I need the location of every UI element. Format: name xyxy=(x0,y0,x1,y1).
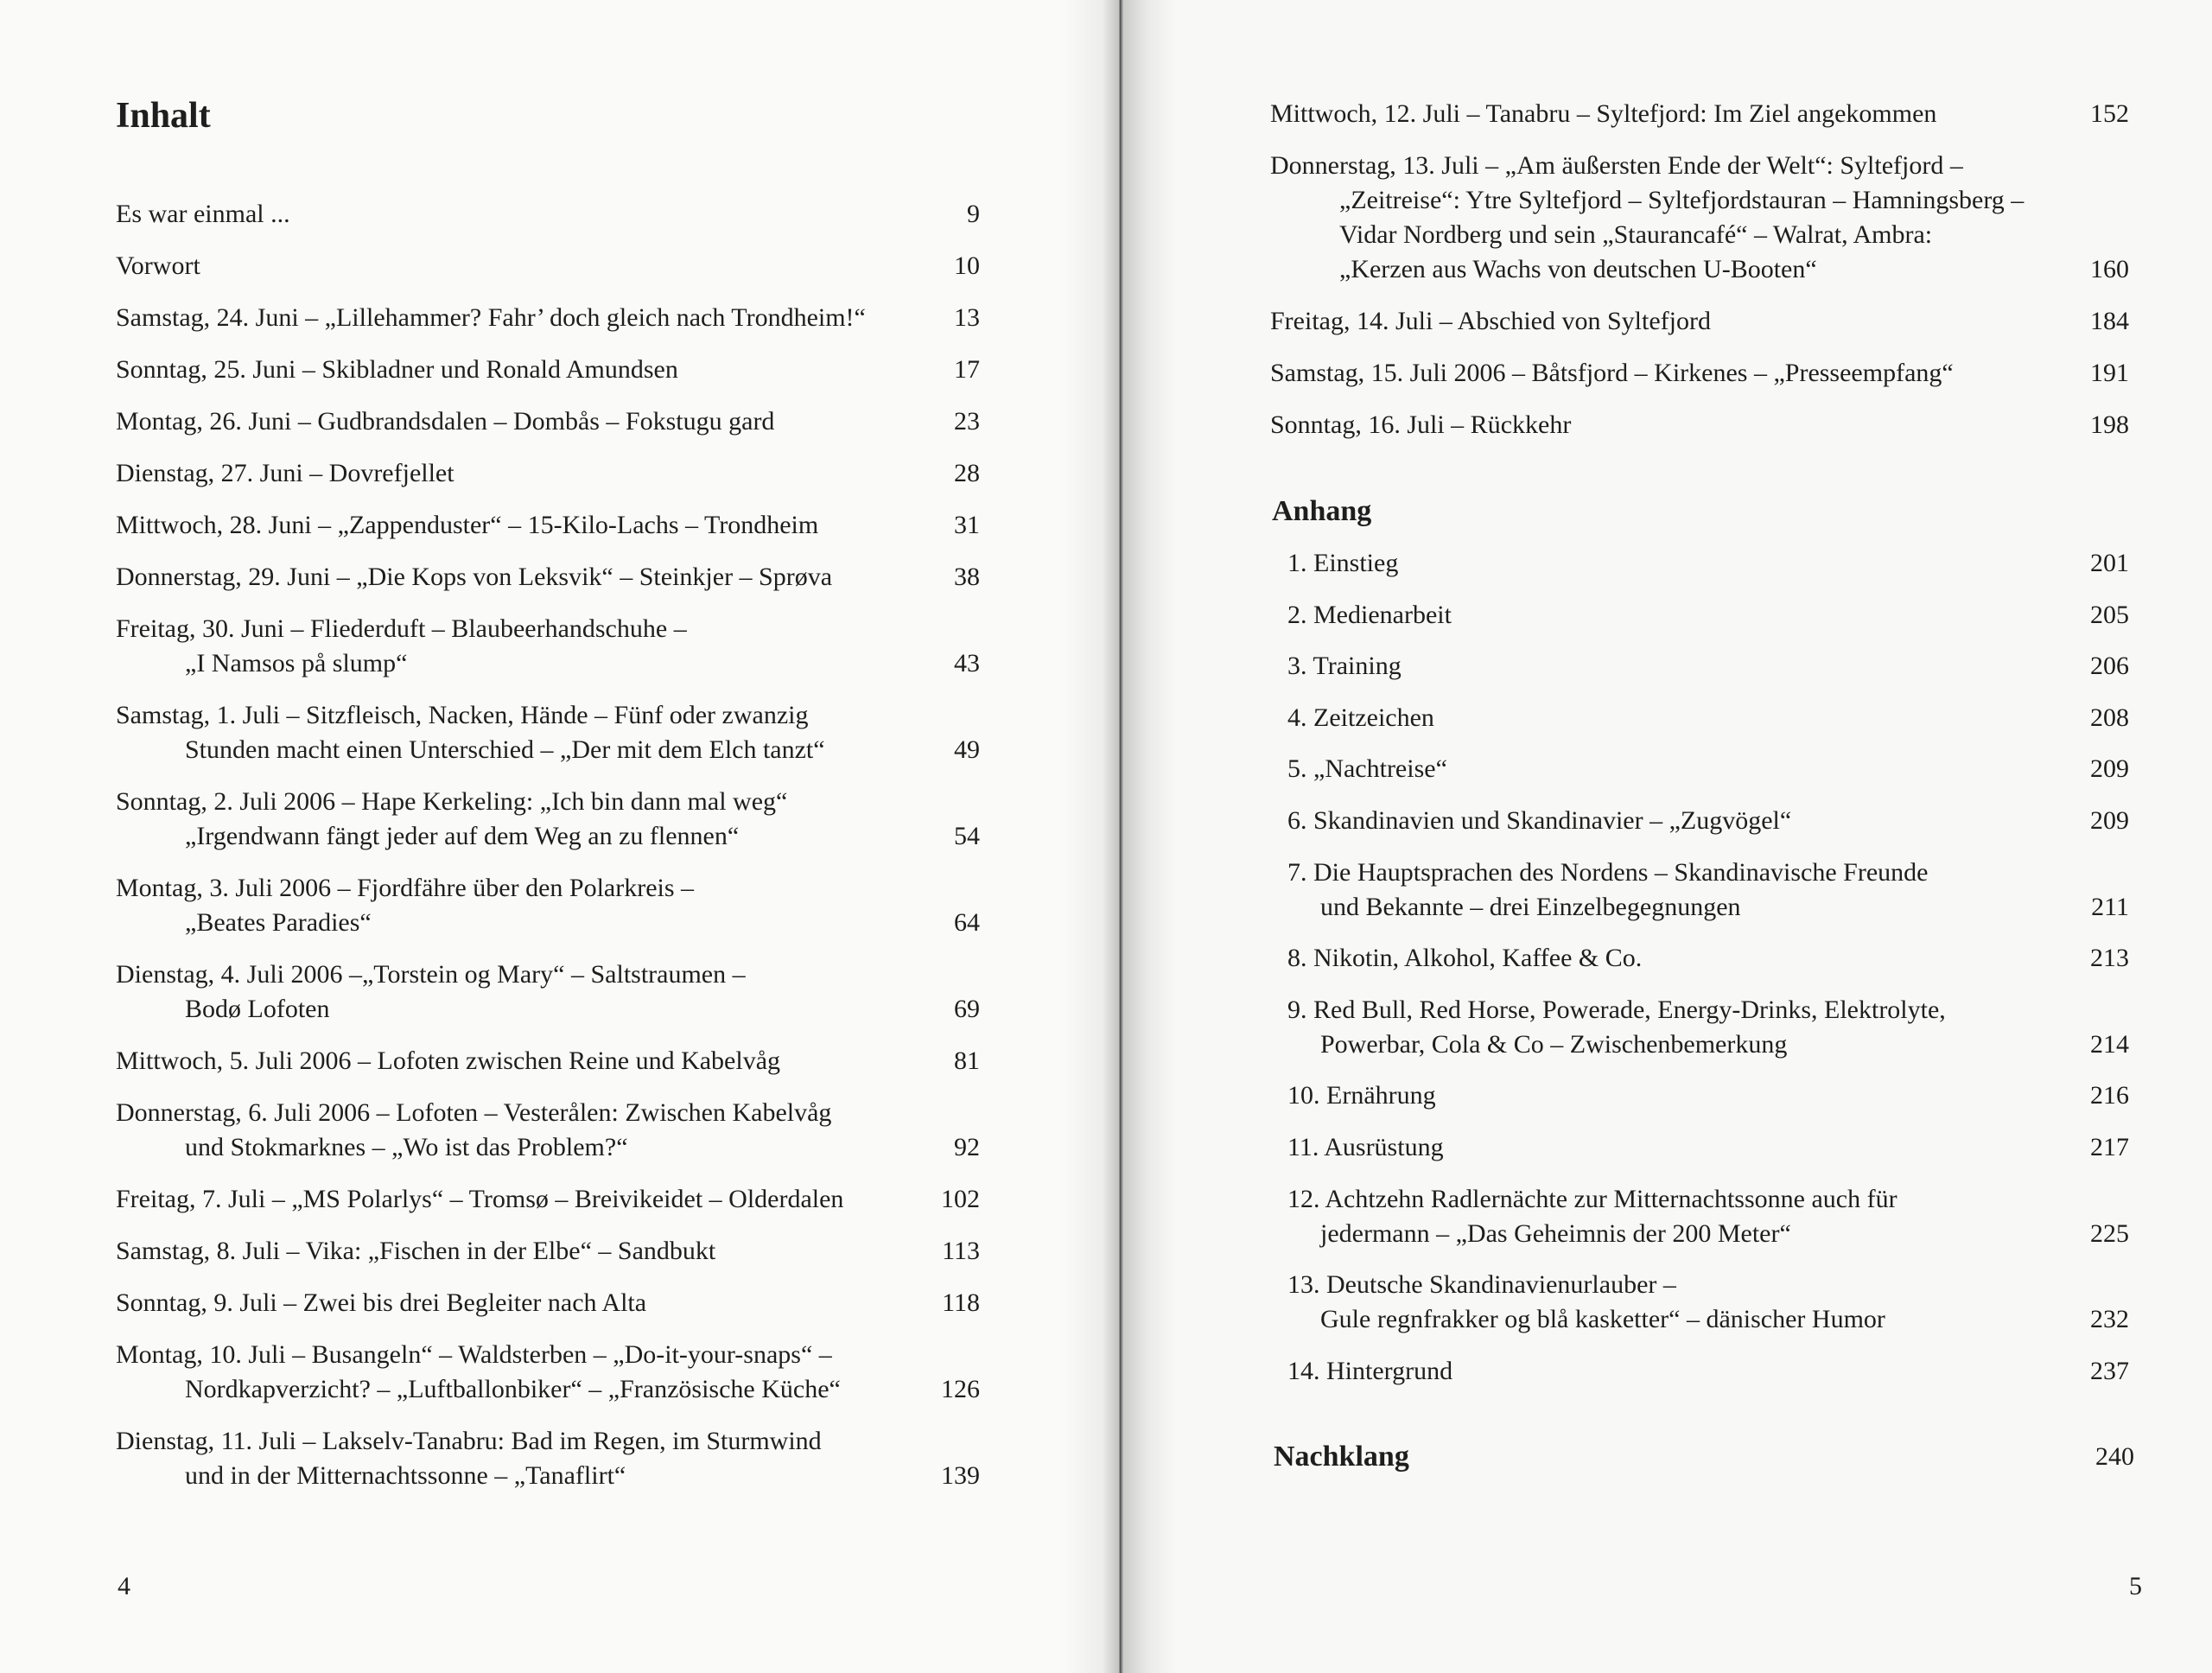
toc-page-number: 213 xyxy=(2090,944,2129,973)
toc-entry xyxy=(116,1286,980,1320)
toc-page-number: 209 xyxy=(2090,754,2129,784)
toc-page-number: 81 xyxy=(954,1046,980,1075)
toc-entry xyxy=(1287,1354,2129,1389)
toc-list-left xyxy=(116,197,980,1511)
toc-entry xyxy=(116,353,980,387)
toc-page-number: 184 xyxy=(2090,307,2129,335)
toc-entry xyxy=(1270,408,2129,442)
toc-page-number: 225 xyxy=(2090,1218,2129,1248)
toc-entry-text: 7. Die Hauptsprachen des Nordens – Skandinavische Freunde xyxy=(1287,857,1929,887)
toc-entry-text: 9. Red Bull, Red Horse, Powerade, Energy-Drinks, Elektrolyte, xyxy=(1287,995,1946,1024)
toc-entry-text: Mittwoch, 12. Juli – Tanabru – Syltefjord: Im Ziel angekommen xyxy=(1270,99,1937,128)
toc-entry-text: 12. Achtzehn Radlernächte zur Mitternachtssonne auch für xyxy=(1287,1184,1897,1213)
toc-entry-text: „Kerzen aus Wachs von deutschen U-Booten“ xyxy=(1339,255,1817,283)
toc-list-anhang xyxy=(1287,546,2129,1405)
toc-page-number: 17 xyxy=(954,355,980,384)
toc-entry-text: Dienstag, 4. Juli 2006 –„Torstein og Mary“ – Saltstraumen – xyxy=(116,960,746,989)
toc-entry-text: Samstag, 15. Juli 2006 – Båtsfjord – Kirkenes – „Presseempfang“ xyxy=(1270,359,1954,387)
toc-entry xyxy=(1287,804,2129,838)
toc-entry-text: „I Namsos på slump“ xyxy=(185,649,408,677)
toc-page-number: 216 xyxy=(2090,1081,2129,1110)
page-number-right: 5 xyxy=(2129,1572,2142,1600)
toc-entry-text: Sonntag, 25. Juni – Skibladner und Ronald Amundsen xyxy=(116,355,678,384)
toc-entry-text: Samstag, 24. Juni – „Lillehammer? Fahr’ doch gleich nach Trondheim!“ xyxy=(116,303,866,332)
toc-entry-text: Sonntag, 9. Juli – Zwei bis drei Begleiter nach Alta xyxy=(116,1288,647,1317)
toc-page-number: 31 xyxy=(954,511,980,539)
toc-page-number: 209 xyxy=(2090,805,2129,835)
toc-entry-text: Montag, 10. Juli – Busangeln“ – Waldsterben – „Do-it-your-snaps“ – xyxy=(116,1340,832,1369)
toc-list-right xyxy=(1270,97,2129,460)
toc-entry-text: Montag, 3. Juli 2006 – Fjordfähre über den Polarkreis – xyxy=(116,874,695,902)
toc-page-number: 232 xyxy=(2090,1305,2129,1334)
toc-entry-text: Es war einmal ... xyxy=(116,200,290,228)
toc-entry-text: Samstag, 1. Juli – Sitzfleisch, Nacken, Hände – Fünf oder zwanzig xyxy=(116,701,809,729)
toc-page-number: 43 xyxy=(954,649,980,677)
toc-entry-text: „Zeitreise“: Ytre Syltefjord – Syltefjordstauran – Hamningsberg – xyxy=(1339,186,2024,214)
toc-page-number: 211 xyxy=(2091,892,2129,921)
toc-entry-text: 1. Einstieg xyxy=(1287,549,1399,577)
toc-page-number: 126 xyxy=(941,1375,980,1403)
toc-entry-text: 8. Nikotin, Alkohol, Kaffee & Co. xyxy=(1287,944,1643,973)
toc-entry-text: und Bekannte – drei Einzelbegegnungen xyxy=(1320,892,1741,921)
toc-entry-text: 6. Skandinavien und Skandinavier – „Zugvögel“ xyxy=(1287,805,1792,835)
toc-entry-text: Nordkapverzicht? – „Luftballonbiker“ – „Französische Küche“ xyxy=(185,1375,841,1403)
toc-entry-text: Mittwoch, 28. Juni – „Zappenduster“ – 15-Kilo-Lachs – Trondheim xyxy=(116,511,819,539)
toc-entry xyxy=(116,1044,980,1078)
toc-entry xyxy=(1287,993,2129,1062)
toc-entry-text: 5. „Nachtreise“ xyxy=(1287,754,1447,784)
toc-page-number: 198 xyxy=(2090,410,2129,439)
toc-entry-text: jedermann – „Das Geheimnis der 200 Meter“ xyxy=(1320,1218,1791,1248)
toc-entry xyxy=(1270,304,2129,339)
toc-page-number: 152 xyxy=(2090,99,2129,128)
toc-entry xyxy=(1287,752,2129,786)
toc-entry-text: Freitag, 30. Juni – Fliederduft – Blaubeerhandschuhe – xyxy=(116,614,687,643)
toc-entry xyxy=(1287,1130,2129,1165)
toc-entry xyxy=(116,1096,980,1165)
toc-entry-text: Mittwoch, 5. Juli 2006 – Lofoten zwischen Reine und Kabelvåg xyxy=(116,1046,781,1075)
toc-entry xyxy=(116,871,980,940)
toc-entry xyxy=(116,197,980,232)
toc-entry-text: Sonntag, 16. Juli – Rückkehr xyxy=(1270,410,1572,439)
toc-page-number: 69 xyxy=(954,995,980,1023)
toc-entry-text: Freitag, 7. Juli – „MS Polarlys“ – Tromsø – Breivikeidet – Olderdalen xyxy=(116,1185,844,1213)
toc-entry-text: Dienstag, 27. Juni – Dovrefjellet xyxy=(116,459,454,487)
toc-entry xyxy=(1287,701,2129,735)
toc-page-number: 49 xyxy=(954,735,980,764)
toc-page-number: 160 xyxy=(2090,255,2129,283)
toc-entry xyxy=(1270,149,2129,287)
toc-page-number: 118 xyxy=(942,1288,980,1317)
toc-entry xyxy=(116,560,980,595)
toc-page-number: 113 xyxy=(942,1237,980,1265)
nachklang-entry xyxy=(1274,1440,2134,1474)
toc-page-number: 64 xyxy=(954,908,980,937)
toc-entry-text: 13. Deutsche Skandinavienurlauber – xyxy=(1287,1270,1676,1300)
page-title: Inhalt xyxy=(116,96,211,136)
toc-page-number: 201 xyxy=(2090,549,2129,577)
toc-entry-text: Freitag, 14. Juli – Abschied von Syltefjord xyxy=(1270,307,1711,335)
toc-entry-text: Donnerstag, 29. Juni – „Die Kops von Leksvik“ – Steinkjer – Sprøva xyxy=(116,563,833,591)
anhang-heading: Anhang xyxy=(1272,495,1372,527)
toc-entry-text: Vidar Nordberg und sein „Staurancafé“ – Walrat, Ambra: xyxy=(1339,220,1933,249)
toc-page-number: 205 xyxy=(2090,600,2129,629)
toc-entry-text: 14. Hintergrund xyxy=(1287,1356,1453,1385)
toc-entry-text: Vorwort xyxy=(116,251,200,280)
toc-page-number: 191 xyxy=(2090,359,2129,387)
toc-entry xyxy=(116,508,980,543)
toc-entry xyxy=(1287,649,2129,684)
toc-page-number: 9 xyxy=(967,200,980,228)
toc-entry xyxy=(116,456,980,491)
toc-page-number: 23 xyxy=(954,407,980,436)
toc-page-number: 38 xyxy=(954,563,980,591)
toc-entry xyxy=(116,1234,980,1269)
toc-page-number: 10 xyxy=(954,251,980,280)
toc-entry-text: Montag, 26. Juni – Gudbrandsdalen – Dombås – Fokstugu gard xyxy=(116,407,775,436)
toc-entry xyxy=(116,1338,980,1407)
toc-entry-text: „Irgendwann fängt jeder auf dem Weg an zu flennen“ xyxy=(185,822,740,850)
toc-entry-text: Stunden macht einen Unterschied – „Der mit dem Elch tanzt“ xyxy=(185,735,825,764)
toc-page-number: 217 xyxy=(2090,1132,2129,1161)
toc-entry-text: Donnerstag, 6. Juli 2006 – Lofoten – Vesterålen: Zwischen Kabelvåg xyxy=(116,1098,832,1127)
toc-page-number: 92 xyxy=(954,1133,980,1161)
toc-entry xyxy=(1287,1078,2129,1113)
toc-entry-text: und Stokmarknes – „Wo ist das Problem?“ xyxy=(185,1133,628,1161)
page-number-left: 4 xyxy=(118,1572,130,1600)
toc-page-number: 54 xyxy=(954,822,980,850)
toc-entry xyxy=(116,301,980,335)
toc-entry xyxy=(116,957,980,1027)
toc-entry xyxy=(1287,546,2129,581)
toc-entry xyxy=(116,785,980,854)
toc-entry-text: 10. Ernährung xyxy=(1287,1081,1436,1110)
toc-entry xyxy=(116,612,980,681)
toc-entry xyxy=(1287,941,2129,976)
toc-page-number: 102 xyxy=(941,1185,980,1213)
toc-entry-text: 4. Zeitzeichen xyxy=(1287,703,1434,732)
toc-entry xyxy=(116,404,980,439)
toc-entry-text: Donnerstag, 13. Juli – „Am äußersten Ende der Welt“: Syltefjord – xyxy=(1270,151,1963,180)
toc-page-number: 208 xyxy=(2090,703,2129,732)
toc-entry-text: 3. Training xyxy=(1287,652,1402,681)
nachklang-page-number: 240 xyxy=(2095,1442,2134,1471)
toc-entry-text: Sonntag, 2. Juli 2006 – Hape Kerkeling: „Ich bin dann mal weg“ xyxy=(116,787,788,816)
toc-page-number: 13 xyxy=(954,303,980,332)
toc-entry xyxy=(1287,1182,2129,1251)
toc-entry xyxy=(1287,856,2129,925)
toc-entry-text: 2. Medienarbeit xyxy=(1287,600,1452,629)
toc-page-number: 206 xyxy=(2090,652,2129,681)
book-gutter xyxy=(1063,0,1175,1673)
toc-page-number: 214 xyxy=(2090,1029,2129,1059)
toc-entry xyxy=(116,1182,980,1217)
toc-entry xyxy=(1287,1268,2129,1337)
toc-page-number: 139 xyxy=(941,1461,980,1490)
toc-page-number: 237 xyxy=(2090,1356,2129,1385)
toc-entry-text: Bodø Lofoten xyxy=(185,995,330,1023)
toc-entry-text: 11. Ausrüstung xyxy=(1287,1132,1444,1161)
toc-entry xyxy=(1270,356,2129,391)
toc-entry-text: Powerbar, Cola & Co – Zwischenbemerkung xyxy=(1320,1029,1788,1059)
nachklang-heading: Nachklang xyxy=(1274,1441,1409,1473)
toc-entry-text: Dienstag, 11. Juli – Lakselv-Tanabru: Bad im Regen, im Sturmwind xyxy=(116,1427,822,1455)
toc-entry xyxy=(116,698,980,767)
toc-entry xyxy=(1287,598,2129,633)
toc-entry-text: Samstag, 8. Juli – Vika: „Fischen in der Elbe“ – Sandbukt xyxy=(116,1237,716,1265)
toc-entry xyxy=(116,249,980,283)
toc-entry xyxy=(1270,97,2129,131)
toc-entry xyxy=(116,1424,980,1493)
toc-page-number: 28 xyxy=(954,459,980,487)
toc-entry-text: und in der Mitternachtssonne – „Tanaflirt“ xyxy=(185,1461,626,1490)
toc-entry-text: „Beates Paradies“ xyxy=(185,908,372,937)
toc-entry-text: Gule regnfrakker og blå kasketter“ – dänischer Humor xyxy=(1320,1305,1885,1334)
